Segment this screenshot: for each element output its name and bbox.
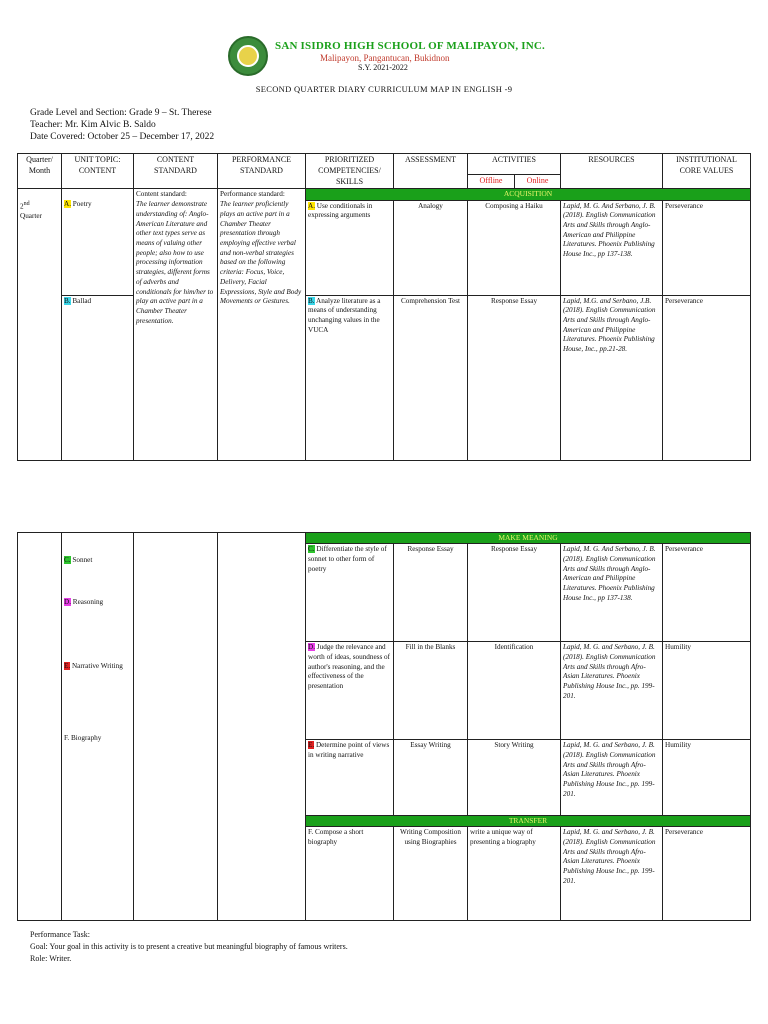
- performance-standard-2: [218, 533, 306, 921]
- competency-e: E. Determine point of views in writing narrative: [306, 740, 394, 816]
- assessment-e: Essay Writing: [394, 740, 468, 816]
- col-competencies: PRIORITIZED COMPETENCIES/ SKILLS: [306, 154, 394, 189]
- topic-reasoning: D. Reasoning: [64, 597, 104, 606]
- col-activities: ACTIVITIES: [468, 154, 561, 175]
- col-unit: UNIT TOPIC: CONTENT: [62, 154, 134, 189]
- assessment-c: Response Essay: [394, 544, 468, 642]
- resources-d: Lapid, M. G. and Serbano, J. B. (2018). English Communication Arts and Skills through Afro-Asian Literatures. Phoenix Publishing House Inc., pp. 199-201.: [561, 642, 663, 740]
- value-f: Perseverance: [663, 827, 751, 921]
- competency-b: B. Analyze literature as a means of understanding unchanging values in the VUCA: [306, 295, 394, 460]
- activity-a: Composing a Haiku: [468, 200, 561, 295]
- school-seal-icon: [228, 36, 268, 76]
- grade-section: Grade Level and Section: Grade 9 – St. Therese: [30, 108, 212, 118]
- school-year: S.Y. 2021-2022: [358, 63, 408, 72]
- value-c: Perseverance: [663, 544, 751, 642]
- section-acquisition: ACQUISITION: [306, 189, 751, 200]
- section-make-meaning: MAKE MEANING: [306, 533, 751, 544]
- performance-task-role: Role: Writer.: [30, 954, 72, 963]
- col-offline: Offline: [468, 174, 515, 188]
- col-resources: RESOURCES: [561, 154, 663, 189]
- quarter-cell-2: [18, 533, 62, 921]
- col-performance-standard: PERFORMANCE STANDARD: [218, 154, 306, 189]
- col-assessment: ASSESSMENT: [394, 154, 468, 189]
- content-standard: Content standard: The learner demonstrate understanding of: Anglo-American Literature and other text types serve as means of valuing other people; also how to use processing information strategies, different forms of adverbs and conditionals for him/her to play an active part in a Chamber Theater presentation.: [134, 189, 218, 460]
- performance-task-goal: Goal: Your goal in this activity is to present a creative but meaningful biography of famous writers.: [30, 942, 348, 951]
- resources-b: Lapid, M.G. and Serbano, J.B. (2018). English Communication Arts and Skills through Anglo-American and Philippine Literatures. Phoenix Publishing House, Inc., pp.21-28.: [561, 295, 663, 460]
- page-title: SECOND QUARTER DIARY CURRICULUM MAP IN ENGLISH -9: [255, 84, 513, 94]
- resources-a: Lapid, M. G. And Serbano, J. B. (2018). English Communication Arts and Skills through Anglo-American and Philippine Literatures. Phoenix Publishing House Inc., pp 137-138.: [561, 200, 663, 295]
- col-online: Online: [515, 174, 561, 188]
- activity-b: Response Essay: [468, 295, 561, 460]
- curriculum-table-1: [17, 153, 751, 461]
- topics-cell-2: [62, 533, 134, 921]
- activity-e: Story Writing: [468, 740, 561, 816]
- school-name: SAN ISIDRO HIGH SCHOOL OF MALIPAYON, INC.: [275, 40, 545, 52]
- teacher: Teacher: Mr. Kim Alvic B. Saldo: [30, 120, 156, 130]
- competency-a: A. Use conditionals in expressing arguments: [306, 200, 394, 295]
- topic-sonnet: C. Sonnet: [64, 556, 93, 564]
- school-address: Malipayon, Pangantucan, Bukidnon: [320, 53, 450, 63]
- col-core-values: INSTITUTIONAL CORE VALUES: [663, 154, 751, 189]
- performance-standard: Performance standard: The learner proficiently plays an active part in a Chamber Theater presentation through employing effective verbal and non-verbal strategies based on the following criteria: Focus, Voice, Delivery, Facial Expressions, Style and Body Movements or Gestures.: [218, 189, 306, 460]
- topic-biography: F. Biography: [64, 734, 102, 743]
- date-covered: Date Covered: October 25 – December 17, 2022: [30, 132, 215, 142]
- resources-f: Lapid, M. G. and Serbano, J. B. (2018). English Communication Arts and Skills through Afro-Asian Literatures. Phoenix Publishing House Inc., pp. 199-201.: [561, 827, 663, 921]
- value-a: Perseverance: [663, 200, 751, 295]
- value-b: Perseverance: [663, 295, 751, 460]
- topic-narrative-writing: E. Narrative Writing: [64, 662, 123, 671]
- activity-f: write a unique way of presenting a biography: [468, 827, 561, 921]
- value-d: Humility: [663, 642, 751, 740]
- competency-f: F. Compose a short biography: [306, 827, 394, 921]
- quarter-cell: 2nd Quarter: [18, 189, 62, 460]
- content-standard-2: [134, 533, 218, 921]
- resources-e: Lapid, M. G. and Serbano, J. B. (2018). English Communication Arts and Skills through Afro-Asian Literatures. Phoenix Publishing House Inc., pp. 199-201.: [561, 740, 663, 816]
- section-transfer: TRANSFER: [306, 816, 751, 827]
- competency-c: C. Differentiate the style of sonnet to other form of poetry: [306, 544, 394, 642]
- topic-ballad: B. Ballad: [62, 295, 134, 460]
- assessment-a: Analogy: [394, 200, 468, 295]
- col-quarter: Quarter/ Month: [18, 154, 62, 189]
- performance-task-label: Performance Task:: [30, 930, 90, 939]
- assessment-d: Fill in the Blanks: [394, 642, 468, 740]
- assessment-f: Writing Composition using Biographies: [394, 827, 468, 921]
- curriculum-table-2: [17, 532, 751, 921]
- value-e: Humility: [663, 740, 751, 816]
- assessment-b: Comprehension Test: [394, 295, 468, 460]
- col-content-standard: CONTENT STANDARD: [134, 154, 218, 189]
- resources-c: Lapid, M. G. And Serbano, J. B. (2018). English Communication Arts and Skills through Anglo-American and Philippine Literatures. Phoenix Publishing House Inc., pp 137-138.: [561, 544, 663, 642]
- activity-c: Response Essay: [468, 544, 561, 642]
- competency-d: D. Judge the relevance and worth of ideas, soundness of author's reasoning, and the effectiveness of the presentation: [306, 642, 394, 740]
- topic-poetry: A. Poetry: [62, 189, 134, 295]
- activity-d: Identification: [468, 642, 561, 740]
